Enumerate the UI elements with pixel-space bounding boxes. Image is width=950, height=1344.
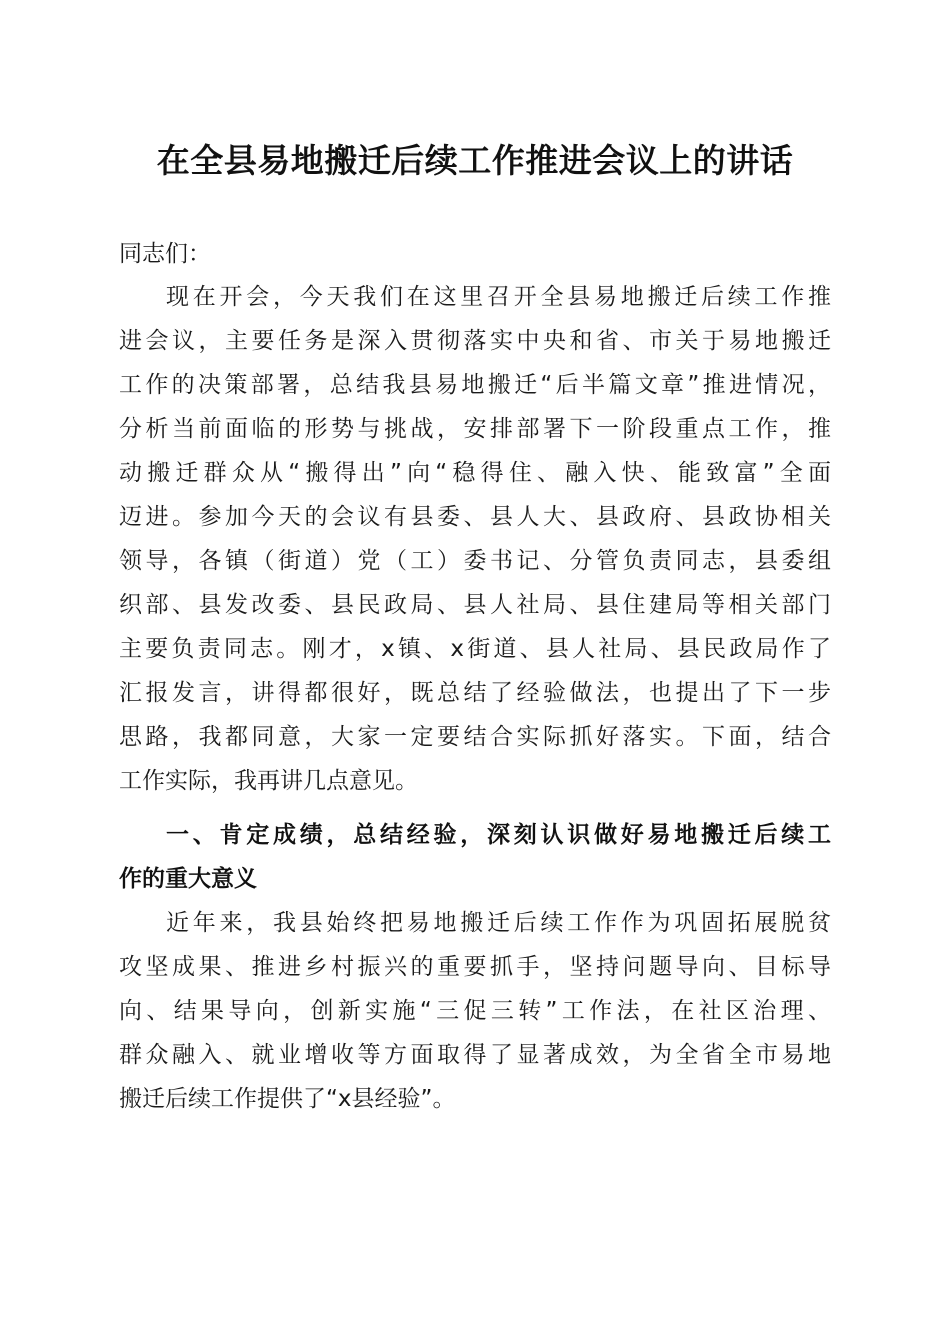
salutation: 同志们： [119, 241, 211, 267]
paragraph-line: 近年来，我县始终把易地搬迁后续工作作为巩固拓展脱贫 [166, 910, 831, 936]
document-title: 在全县易地搬迁后续工作推进会议上的讲话 [156, 141, 794, 180]
paragraph-line: 分析当前面临的形势与挑战，安排部署下一阶段重点工作，推 [119, 416, 831, 442]
paragraph-line: 工作的决策部署，总结我县易地搬迁“后半篇文章”推进情况， [119, 372, 831, 398]
paragraph-line: 织部、县发改委、县民政局、县人社局、县住建局等相关部门 [119, 592, 831, 618]
paragraph-line: 工作实际，我再讲几点意见。 [119, 768, 418, 794]
paragraph-line: 迈进。参加今天的会议有县委、县人大、县政府、县政协相关 [119, 504, 831, 530]
paragraph-line: 动搬迁群众从“搬得出”向“稳得住、融入快、能致富”全面 [119, 460, 831, 486]
paragraph-line: 领导，各镇（街道）党（工）委书记、分管负责同志，县委组 [119, 548, 831, 574]
paragraph-line: 进会议，主要任务是深入贯彻落实中央和省、市关于易地搬迁 [119, 328, 831, 354]
paragraph-line: 主要负责同志。刚才，x镇、x街道、县人社局、县民政局作了 [119, 636, 831, 662]
section-heading-line: 作的重大意义 [119, 866, 257, 892]
paragraph-line: 汇报发言，讲得都很好，既总结了经验做法，也提出了下一步 [119, 680, 831, 706]
section-heading-line: 一、肯定成绩，总结经验，深刻认识做好易地搬迁后续工 [166, 822, 831, 848]
paragraph-line: 群众融入、就业增收等方面取得了显著成效，为全省全市易地 [119, 1042, 831, 1068]
paragraph-line: 思路，我都同意，大家一定要结合实际抓好落实。下面，结合 [119, 724, 831, 750]
paragraph-line: 现在开会，今天我们在这里召开全县易地搬迁后续工作推 [166, 284, 831, 310]
paragraph-line: 向、结果导向，创新实施“三促三转”工作法，在社区治理、 [119, 998, 831, 1024]
paragraph-line: 攻坚成果、推进乡村振兴的重要抓手，坚持问题导向、目标导 [119, 954, 831, 980]
paragraph-line: 搬迁后续工作提供了“x县经验”。 [119, 1086, 456, 1112]
